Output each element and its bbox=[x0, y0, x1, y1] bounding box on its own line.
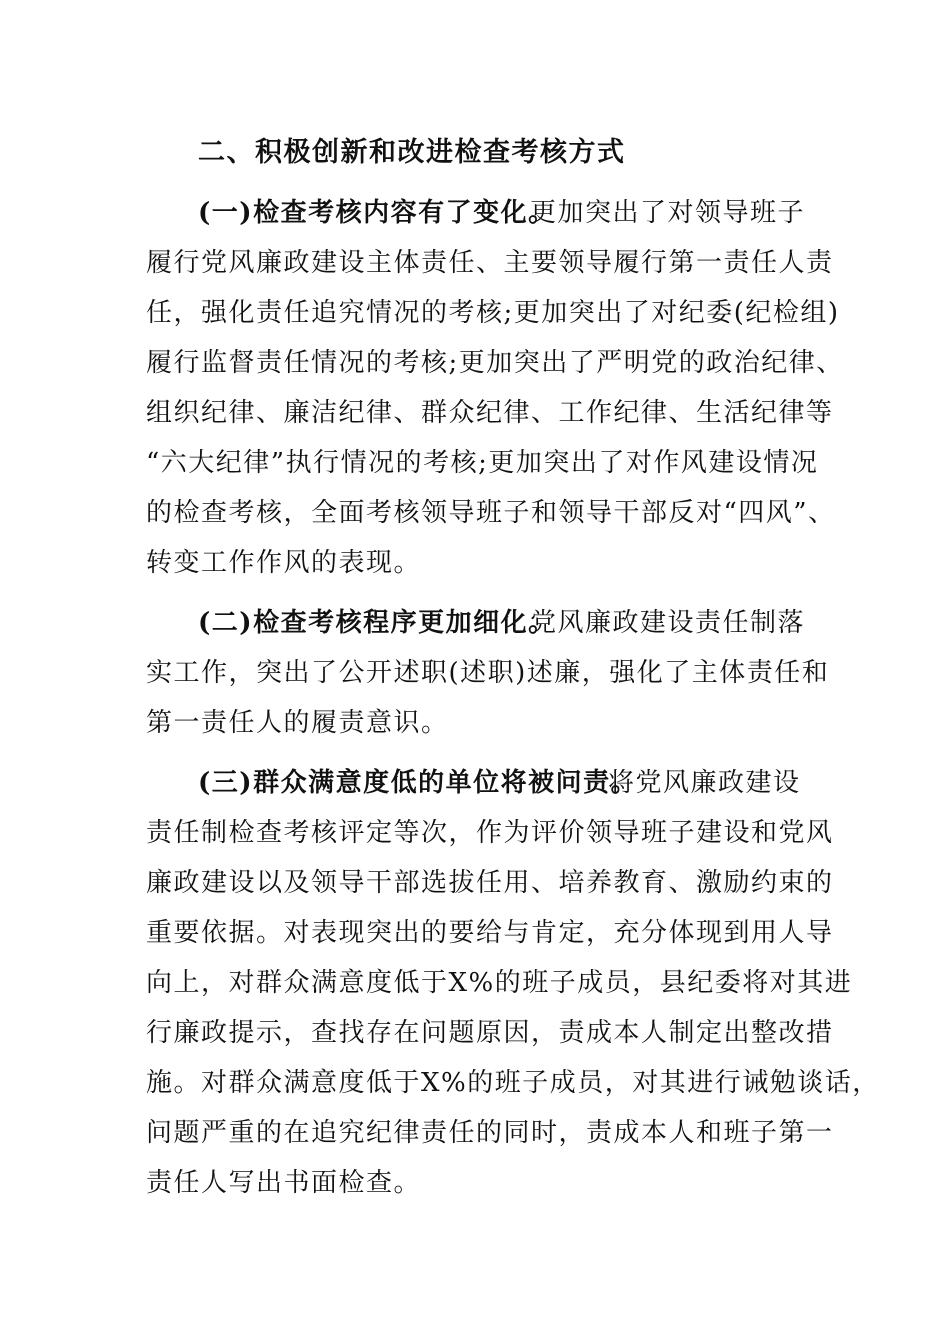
paragraph-text: 将党风廉政建设 bbox=[608, 768, 801, 798]
paragraph-text: 组织纪律、廉洁纪律、群众纪律、工作纪律、生活纪律等 bbox=[146, 398, 834, 428]
paragraph-lead: (一)检查考核内容有了变化。 bbox=[198, 198, 556, 228]
paragraph-line bbox=[0, 603, 950, 643]
paragraph-line bbox=[0, 193, 950, 233]
paragraph-line bbox=[0, 1063, 950, 1103]
paragraph-text: 施。对群众满意度低于X%的班子成员，对其进行诫勉谈话， bbox=[146, 1068, 880, 1098]
paragraph-line bbox=[0, 393, 950, 433]
paragraph-lead: (二)检查考核程序更加细化。 bbox=[198, 608, 556, 638]
paragraph-line bbox=[0, 703, 950, 743]
paragraph-line bbox=[0, 1163, 950, 1203]
paragraph-text: 向上，对群众满意度低于X%的班子成员，县纪委将对其进 bbox=[146, 968, 853, 998]
paragraph-line bbox=[0, 763, 950, 803]
paragraph-text: 责任制检查考核评定等次，作为评价领导班子建设和党风 bbox=[146, 818, 834, 848]
paragraph-text: “六大纪律”执行情况的考核;更加突出了对作风建设情况 bbox=[146, 448, 819, 478]
section-heading-line bbox=[0, 133, 950, 173]
paragraph-line bbox=[0, 243, 950, 283]
paragraph-text: 责任人写出书面检查。 bbox=[146, 1168, 422, 1198]
paragraph-text: 党风廉政建设责任制落 bbox=[530, 608, 806, 638]
paragraph-text: 转变工作作风的表现。 bbox=[146, 548, 422, 578]
paragraph-text: 重要依据。对表现突出的要给与肯定，充分体现到用人导 bbox=[146, 918, 834, 948]
paragraph-line bbox=[0, 863, 950, 903]
paragraph-line bbox=[0, 493, 950, 533]
paragraph-line bbox=[0, 443, 950, 483]
paragraph-text: 任，强化责任追究情况的考核;更加突出了对纪委(纪检组) bbox=[146, 298, 840, 328]
paragraph-text: 实工作，突出了公开述职(述职)述廉，强化了主体责任和 bbox=[146, 658, 830, 688]
paragraph-line bbox=[0, 1113, 950, 1153]
paragraph-line bbox=[0, 1013, 950, 1053]
section-heading: 二、积极创新和改进检查考核方式 bbox=[198, 137, 626, 168]
paragraph-text: 更加突出了对领导班子 bbox=[530, 198, 806, 228]
paragraph-line bbox=[0, 653, 950, 693]
paragraph-line bbox=[0, 343, 950, 383]
paragraph-text: 履行党风廉政建设主体责任、主要领导履行第一责任人责 bbox=[146, 248, 834, 278]
paragraph-lead: (三)群众满意度低的单位将被问责。 bbox=[198, 768, 639, 798]
paragraph-text: 问题严重的在追究纪律责任的同时，责成本人和班子第一 bbox=[146, 1118, 834, 1148]
paragraph-text: 的检查考核，全面考核领导班子和领导干部反对“四风”、 bbox=[146, 498, 836, 528]
paragraph-line bbox=[0, 913, 950, 953]
paragraph-line bbox=[0, 543, 950, 583]
paragraph-line bbox=[0, 963, 950, 1003]
paragraph-text: 第一责任人的履责意识。 bbox=[146, 708, 449, 738]
paragraph-line bbox=[0, 813, 950, 853]
paragraph-text: 行廉政提示，查找存在问题原因，责成本人制定出整改措 bbox=[146, 1018, 834, 1048]
paragraph-text: 履行监督责任情况的考核;更加突出了严明党的政治纪律、 bbox=[146, 348, 844, 378]
paragraph-line bbox=[0, 293, 950, 333]
paragraph-text: 廉政建设以及领导干部选拔任用、培养教育、激励约束的 bbox=[146, 868, 834, 898]
